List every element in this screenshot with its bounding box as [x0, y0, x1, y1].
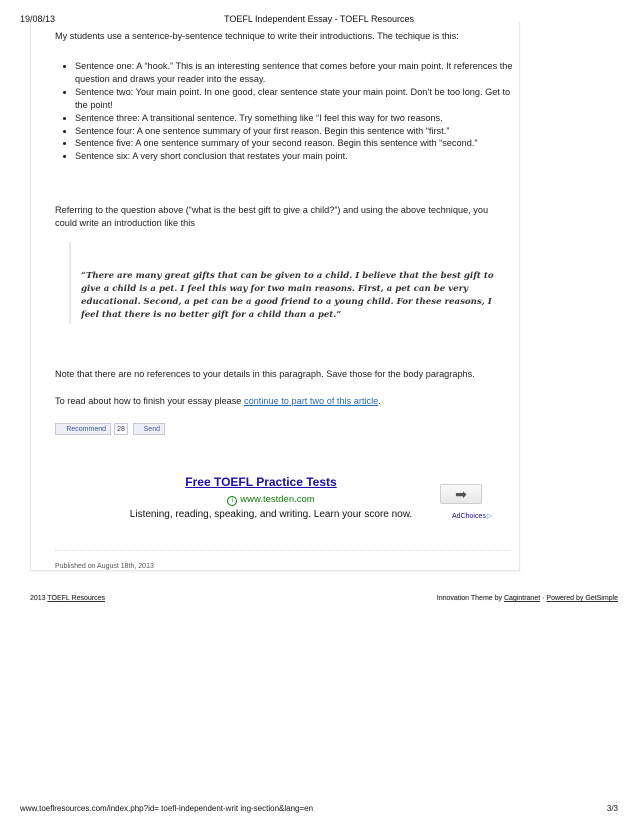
technique-item: • Sentence three: A transitional sentence. Try something like “I feel this way for two reasons. [75, 112, 525, 125]
technique-item: • Sentence five: A one sentence summary of your second reason. Begin this sentence with “second.” [75, 137, 525, 150]
cagintranet-link[interactable]: Cagintranet [503, 595, 541, 602]
reference-paragraph: Referring to the question above (“what is the best gift to give a child?”) and using the above technique, you could write an introduction like this [55, 205, 489, 228]
print-page-title: TOEFL Independent Essay - TOEFL Resources [224, 14, 414, 24]
ad-title-link[interactable]: Free TOEFL Practice Tests [185, 475, 337, 489]
theme-credit: Innovation Theme by [436, 595, 504, 602]
adchoices-label: AdChoices [452, 513, 486, 520]
divider [55, 550, 511, 551]
technique-item: • Sentence four: A one sentence summary of your first reason. Begin this sentence with “first.” [75, 125, 525, 138]
technique-item: • Sentence two: Your main point. In one good, clear sentence state your main point. Don’t be too long. Get to the point! [75, 86, 525, 112]
finish-paragraph [55, 395, 515, 408]
arrow-right-icon: ➡ [455, 486, 467, 502]
example-blockquote [69, 242, 521, 324]
ad-arrow-button[interactable] [440, 484, 482, 504]
article-content [30, 22, 520, 571]
footer-separator: · [540, 595, 547, 602]
print-footer [20, 804, 618, 816]
print-url: www.toeflresources.com/index.php?id= toefl-independent-writ ing-section&lang=en [20, 804, 314, 813]
finish-period: . [378, 396, 381, 406]
ad-description: Listening, reading, speaking, and writing. Learn your score now. [129, 509, 413, 520]
intro-paragraph: My students use a sentence-by-sentence technique to write their introductions. The techique is this: [55, 31, 459, 41]
note-paragraph: Note that there are no references to your details in this paragraph. Save those for the body paragraphs. [55, 369, 475, 379]
technique-item: • Sentence one: A “hook.” This is an interesting sentence that comes before your main point. It references the question and draws your reader into the essay. [75, 60, 525, 86]
getsimple-link[interactable]: Powered by GetSimple [546, 595, 618, 602]
adchoices-icon: ▷ [486, 513, 493, 520]
info-icon: i [227, 496, 237, 506]
page-number: 3/3 [606, 804, 618, 813]
ad-url-text: www.testden.com [240, 494, 315, 505]
recommend-count: 28 [114, 423, 128, 435]
print-date: 19/08/13 [20, 14, 56, 24]
send-button[interactable]: Send [133, 423, 165, 435]
site-footer-left [30, 595, 105, 602]
example-quote-text: “There are many great gifts that can be given to a child. I believe that the best gift to give a child is a pet. I feel this way for two main reasons. First, a pet can be very educational. Second, a pet can be a good friend to a young child. For these reasons, I feel that there is no better gift for a child than a pet.” [81, 271, 494, 320]
technique-item: • Sentence six: A very short conclusion that restates your main point. [75, 150, 525, 163]
recommend-button[interactable]: Recommend [55, 423, 111, 435]
continue-part-two-link[interactable]: continue to part two of this article [243, 396, 379, 406]
adchoices-link[interactable] [452, 512, 492, 520]
technique-list [55, 60, 525, 163]
finish-text: To read about how to finish your essay please [55, 396, 244, 406]
published-date: Published on August 18th, 2013 [55, 563, 154, 570]
site-footer-right [437, 595, 618, 602]
ad-url[interactable] [201, 494, 341, 506]
site-home-link[interactable]: TOEFL Resources [47, 595, 105, 602]
copyright-year: 2013 [30, 595, 48, 602]
